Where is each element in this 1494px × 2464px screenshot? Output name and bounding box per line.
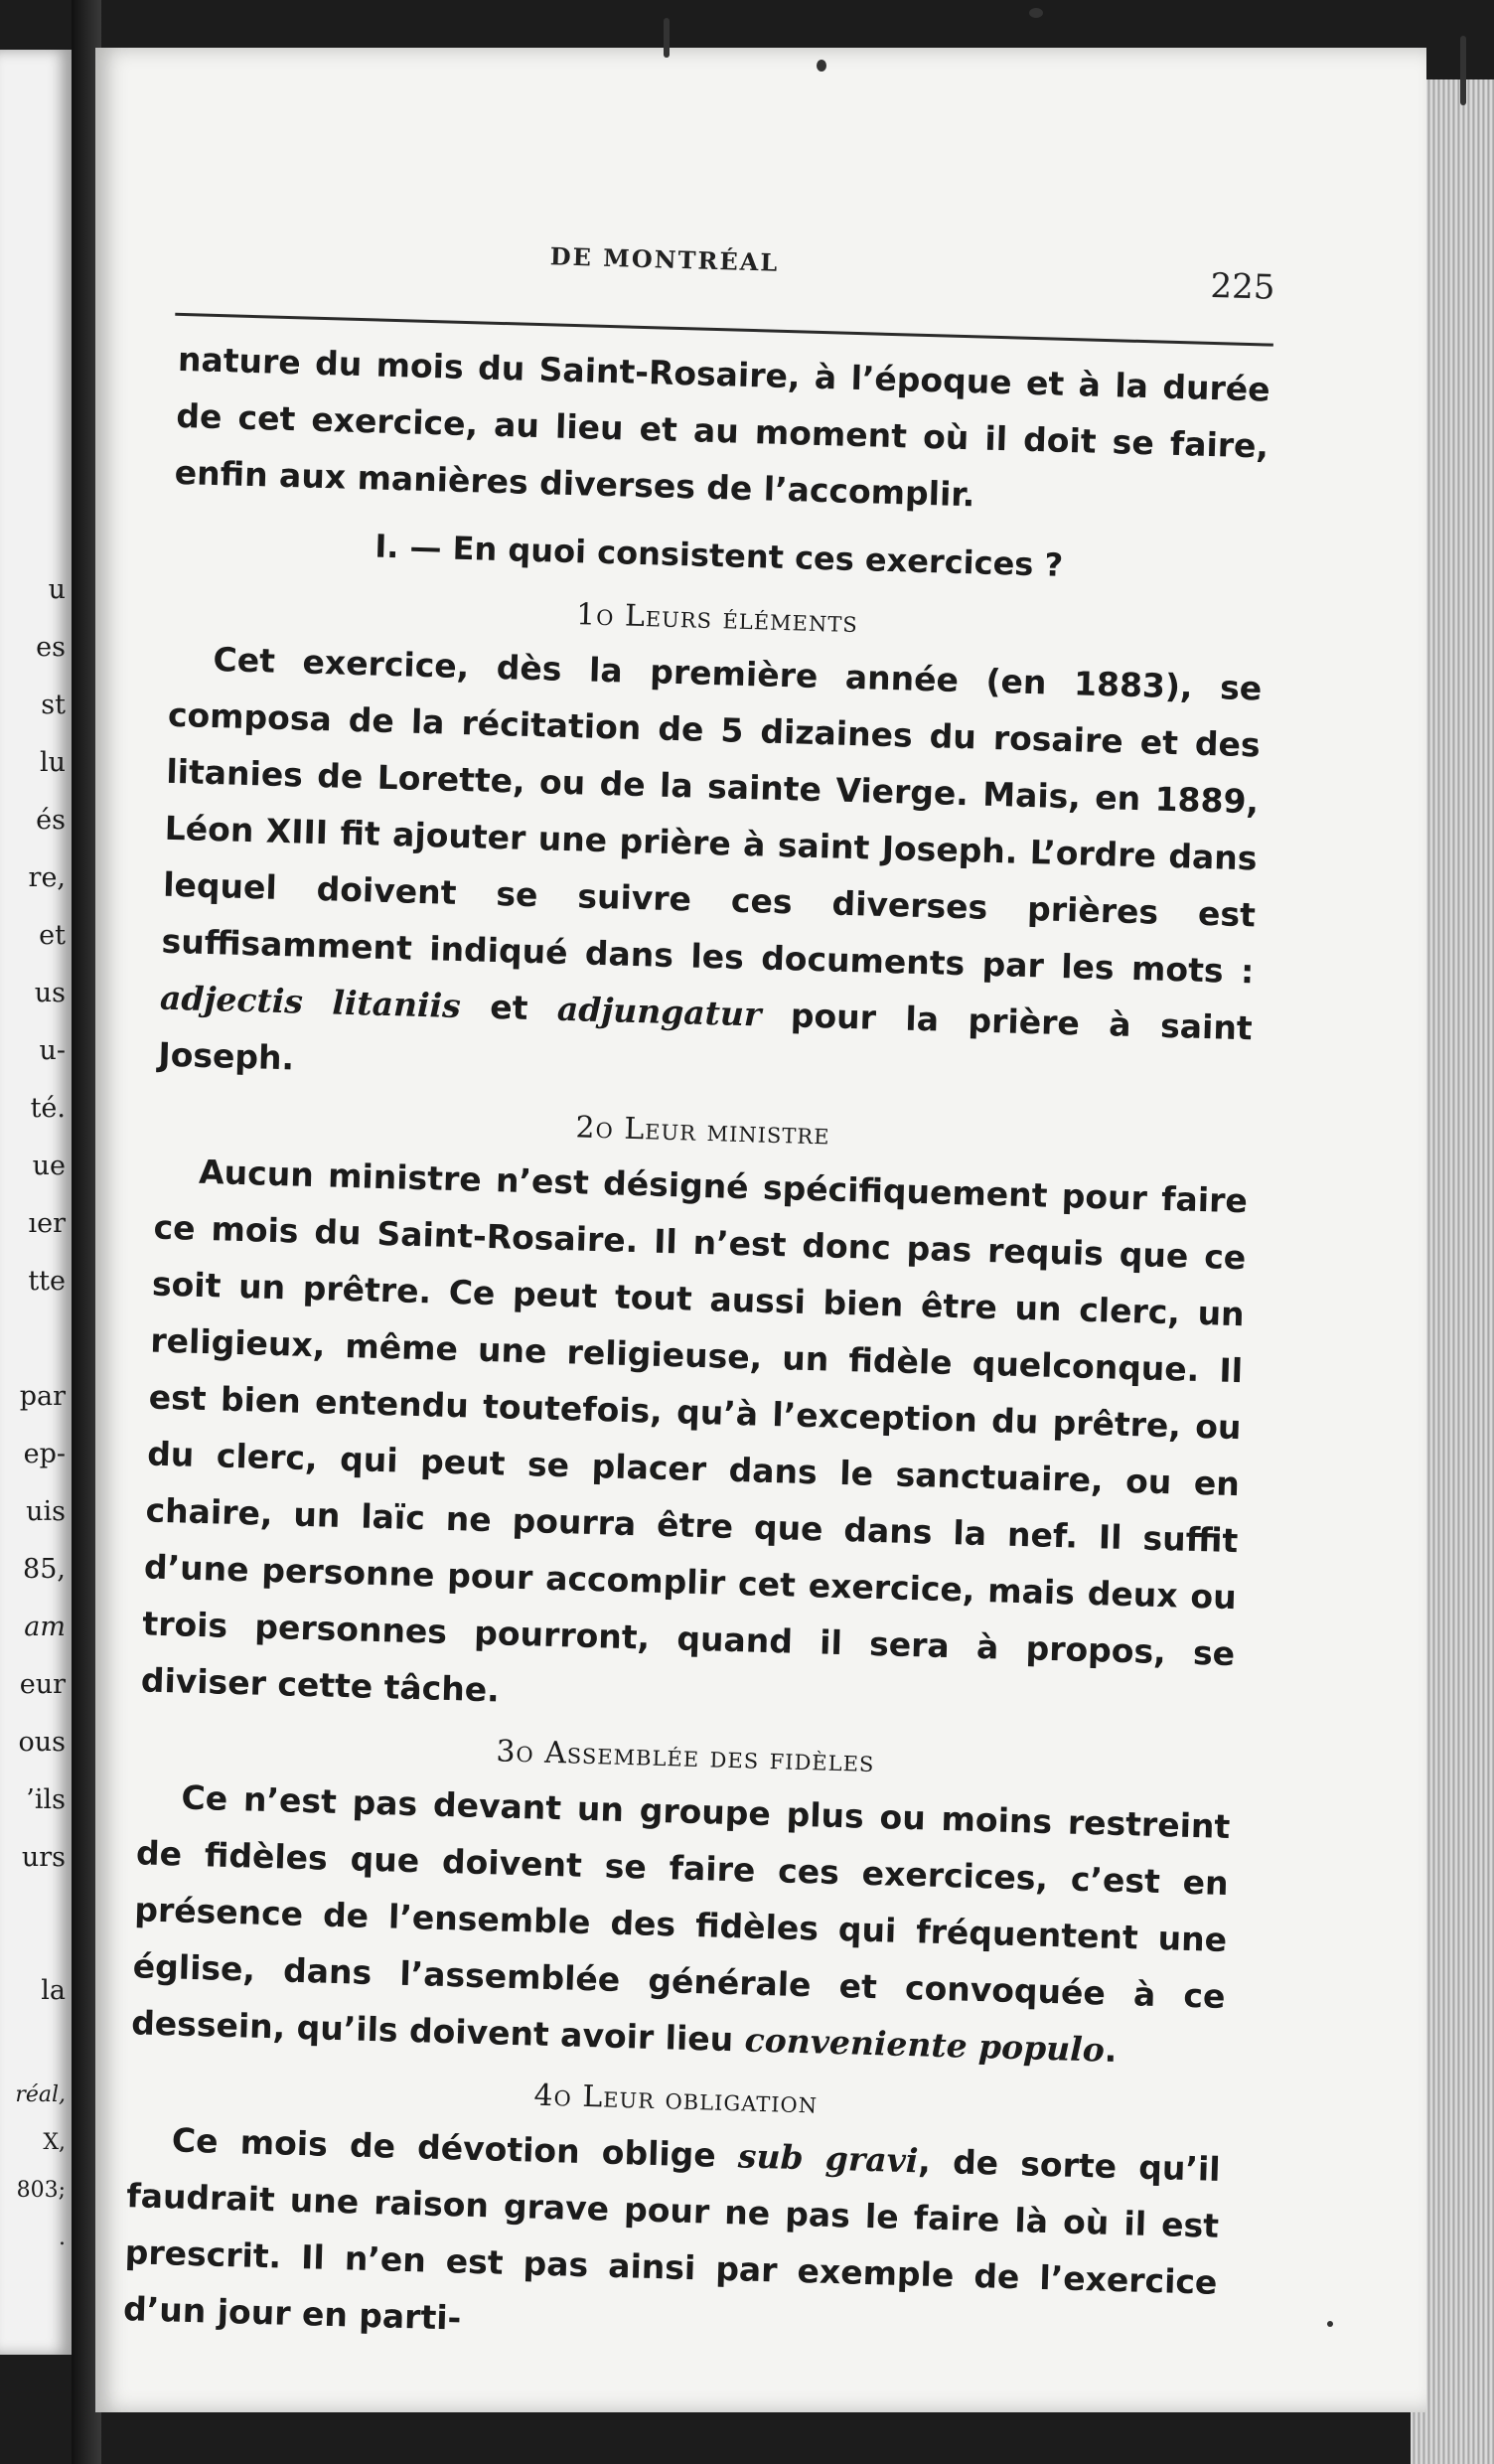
- facing-page-fragment: .: [59, 2226, 66, 2250]
- subheading-minister: 2o Leur ministre: [575, 1110, 831, 1153]
- facing-page-fragment: par: [19, 1381, 66, 1412]
- facing-page-fragment: u: [48, 574, 66, 605]
- facing-page-fragment: ep-: [23, 1439, 66, 1469]
- facing-page-fragment: urs: [21, 1842, 66, 1873]
- facing-page-fragment: és: [36, 805, 66, 836]
- book-page: [95, 48, 1426, 2412]
- section-heading: I. — En quoi consistent ces exercices ?: [374, 527, 1064, 584]
- scan-speck: [1460, 36, 1466, 105]
- page-number: 225: [1210, 265, 1276, 308]
- facing-page-fragment: 803;: [16, 2178, 66, 2203]
- facing-page-fragment: st: [41, 690, 66, 720]
- facing-page-fragment: eur: [19, 1669, 66, 1700]
- facing-page-fragment: X,: [43, 2130, 66, 2155]
- scan-speck: [1029, 8, 1043, 18]
- running-header: [153, 231, 1276, 308]
- intro-paragraph: nature du mois du Saint-Rosaire, à l’époque et à la durée de cet exercice, au lieu et au moment où il doit se faire, enfin aux manières diverses de l’accomplir.: [174, 339, 1271, 515]
- facing-page-fragment: ous: [18, 1727, 66, 1758]
- facing-page-fragment: et: [39, 920, 66, 951]
- scan-speck: [1327, 2321, 1333, 2327]
- paragraph-text: , de sorte qu’il faudrait une raison grave pour ne pas le faire là où il est prescrit. Il n’en est pas ainsi par exemple de l’exercice d’un jour en parti-: [122, 2141, 1222, 2338]
- facing-page-fragment: ıer: [28, 1208, 66, 1239]
- facing-page-fragment: uis: [26, 1496, 66, 1527]
- paragraph-text: Cet exercice, dès la première année (en 1883), se composa de la récitation de 5 dizaines du rosaire et des litanies de Lorette, ou de la sainte Vierge. Mais, en 1889, Léon XIII fit ajouter une prière à saint Joseph. L’ordre dans lequel doivent se suivre ces diverses prières est suffisamment indiqué dans les documents par les mots :: [161, 639, 1263, 992]
- facing-page-fragment: re,: [28, 862, 66, 893]
- italic-phrase: adjungatur: [556, 989, 762, 1034]
- facing-page-fragment: u-: [39, 1035, 66, 1066]
- running-header-title: DE MONTRÉAL: [549, 241, 780, 277]
- paragraph-elements: [158, 630, 1263, 1114]
- paragraph-text: pour la prière à saint Joseph.: [157, 995, 1254, 1078]
- paragraph-assembly: [130, 1768, 1231, 2081]
- subheading-elements: 1o Leurs éléments: [575, 597, 859, 641]
- subheading-assembly: 3o Assemblée des fidèles: [495, 1734, 875, 1780]
- facing-page-fragment: us: [34, 978, 66, 1008]
- scan-speck: [664, 18, 670, 58]
- facing-page-fragment: la: [41, 1975, 66, 2006]
- page-body: [122, 331, 1270, 2368]
- paragraph-text: .: [1104, 2030, 1118, 2070]
- facing-page-fragment: réal,: [15, 2082, 66, 2107]
- italic-phrase: sub gravi: [737, 2136, 919, 2181]
- facing-page: [0, 50, 72, 2355]
- paragraph-text: Ce n’est pas devant un groupe plus ou moins restreint de fidèles que doivent se faire ces exercices, c’est en présence de l’ensemble des fidèles qui fréquentent une église, dans l’assemblée générale et convoquée à ce dessein, qu’ils doivent avoir lieu: [130, 1777, 1231, 2060]
- facing-page-fragment: am: [24, 1612, 66, 1642]
- facing-page-fragment: ’ils: [26, 1784, 66, 1815]
- facing-page-fragment: tte: [28, 1266, 66, 1297]
- scan-speck: [817, 60, 826, 72]
- facing-page-fragment: 85,: [23, 1554, 66, 1585]
- paragraph-text: Ce mois de dévotion oblige: [171, 2120, 739, 2176]
- paragraph-minister: Aucun ministre n’est désigné spécifiquement pour faire ce mois du Saint-Rosaire. Il n’est donc pas requis que ce soit un prêtre. Ce peut tout aussi bien être un clerc, un religieux, même une religieuse, un fidèle quelconque. Il est bien entendu toutefois, qu’à l’exception du prêtre, ou du clerc, qui peut se placer dans le sanctuaire, ou en chaire, un laïc ne pourra être que dans la nef. Il suffit d’une personne pour accomplir cet exercice, mais deux ou trois personnes pourront, quand il sera à propos, se diviser cette tâche.: [140, 1152, 1249, 1710]
- italic-phrase: conveniente populo: [744, 2020, 1106, 2070]
- page-content-area: [93, 32, 1281, 2427]
- facing-page-fragment: ue: [32, 1151, 66, 1181]
- italic-phrase: adjectis litaniis: [159, 978, 462, 1026]
- subheading-obligation: 4o Leur obligation: [533, 2078, 819, 2121]
- paragraph-obligation: [122, 2110, 1221, 2368]
- facing-page-fragment: té.: [30, 1093, 66, 1124]
- facing-page-fragment: lu: [39, 747, 66, 778]
- facing-page-fragment: es: [36, 632, 66, 663]
- paragraph-text: et: [460, 987, 558, 1028]
